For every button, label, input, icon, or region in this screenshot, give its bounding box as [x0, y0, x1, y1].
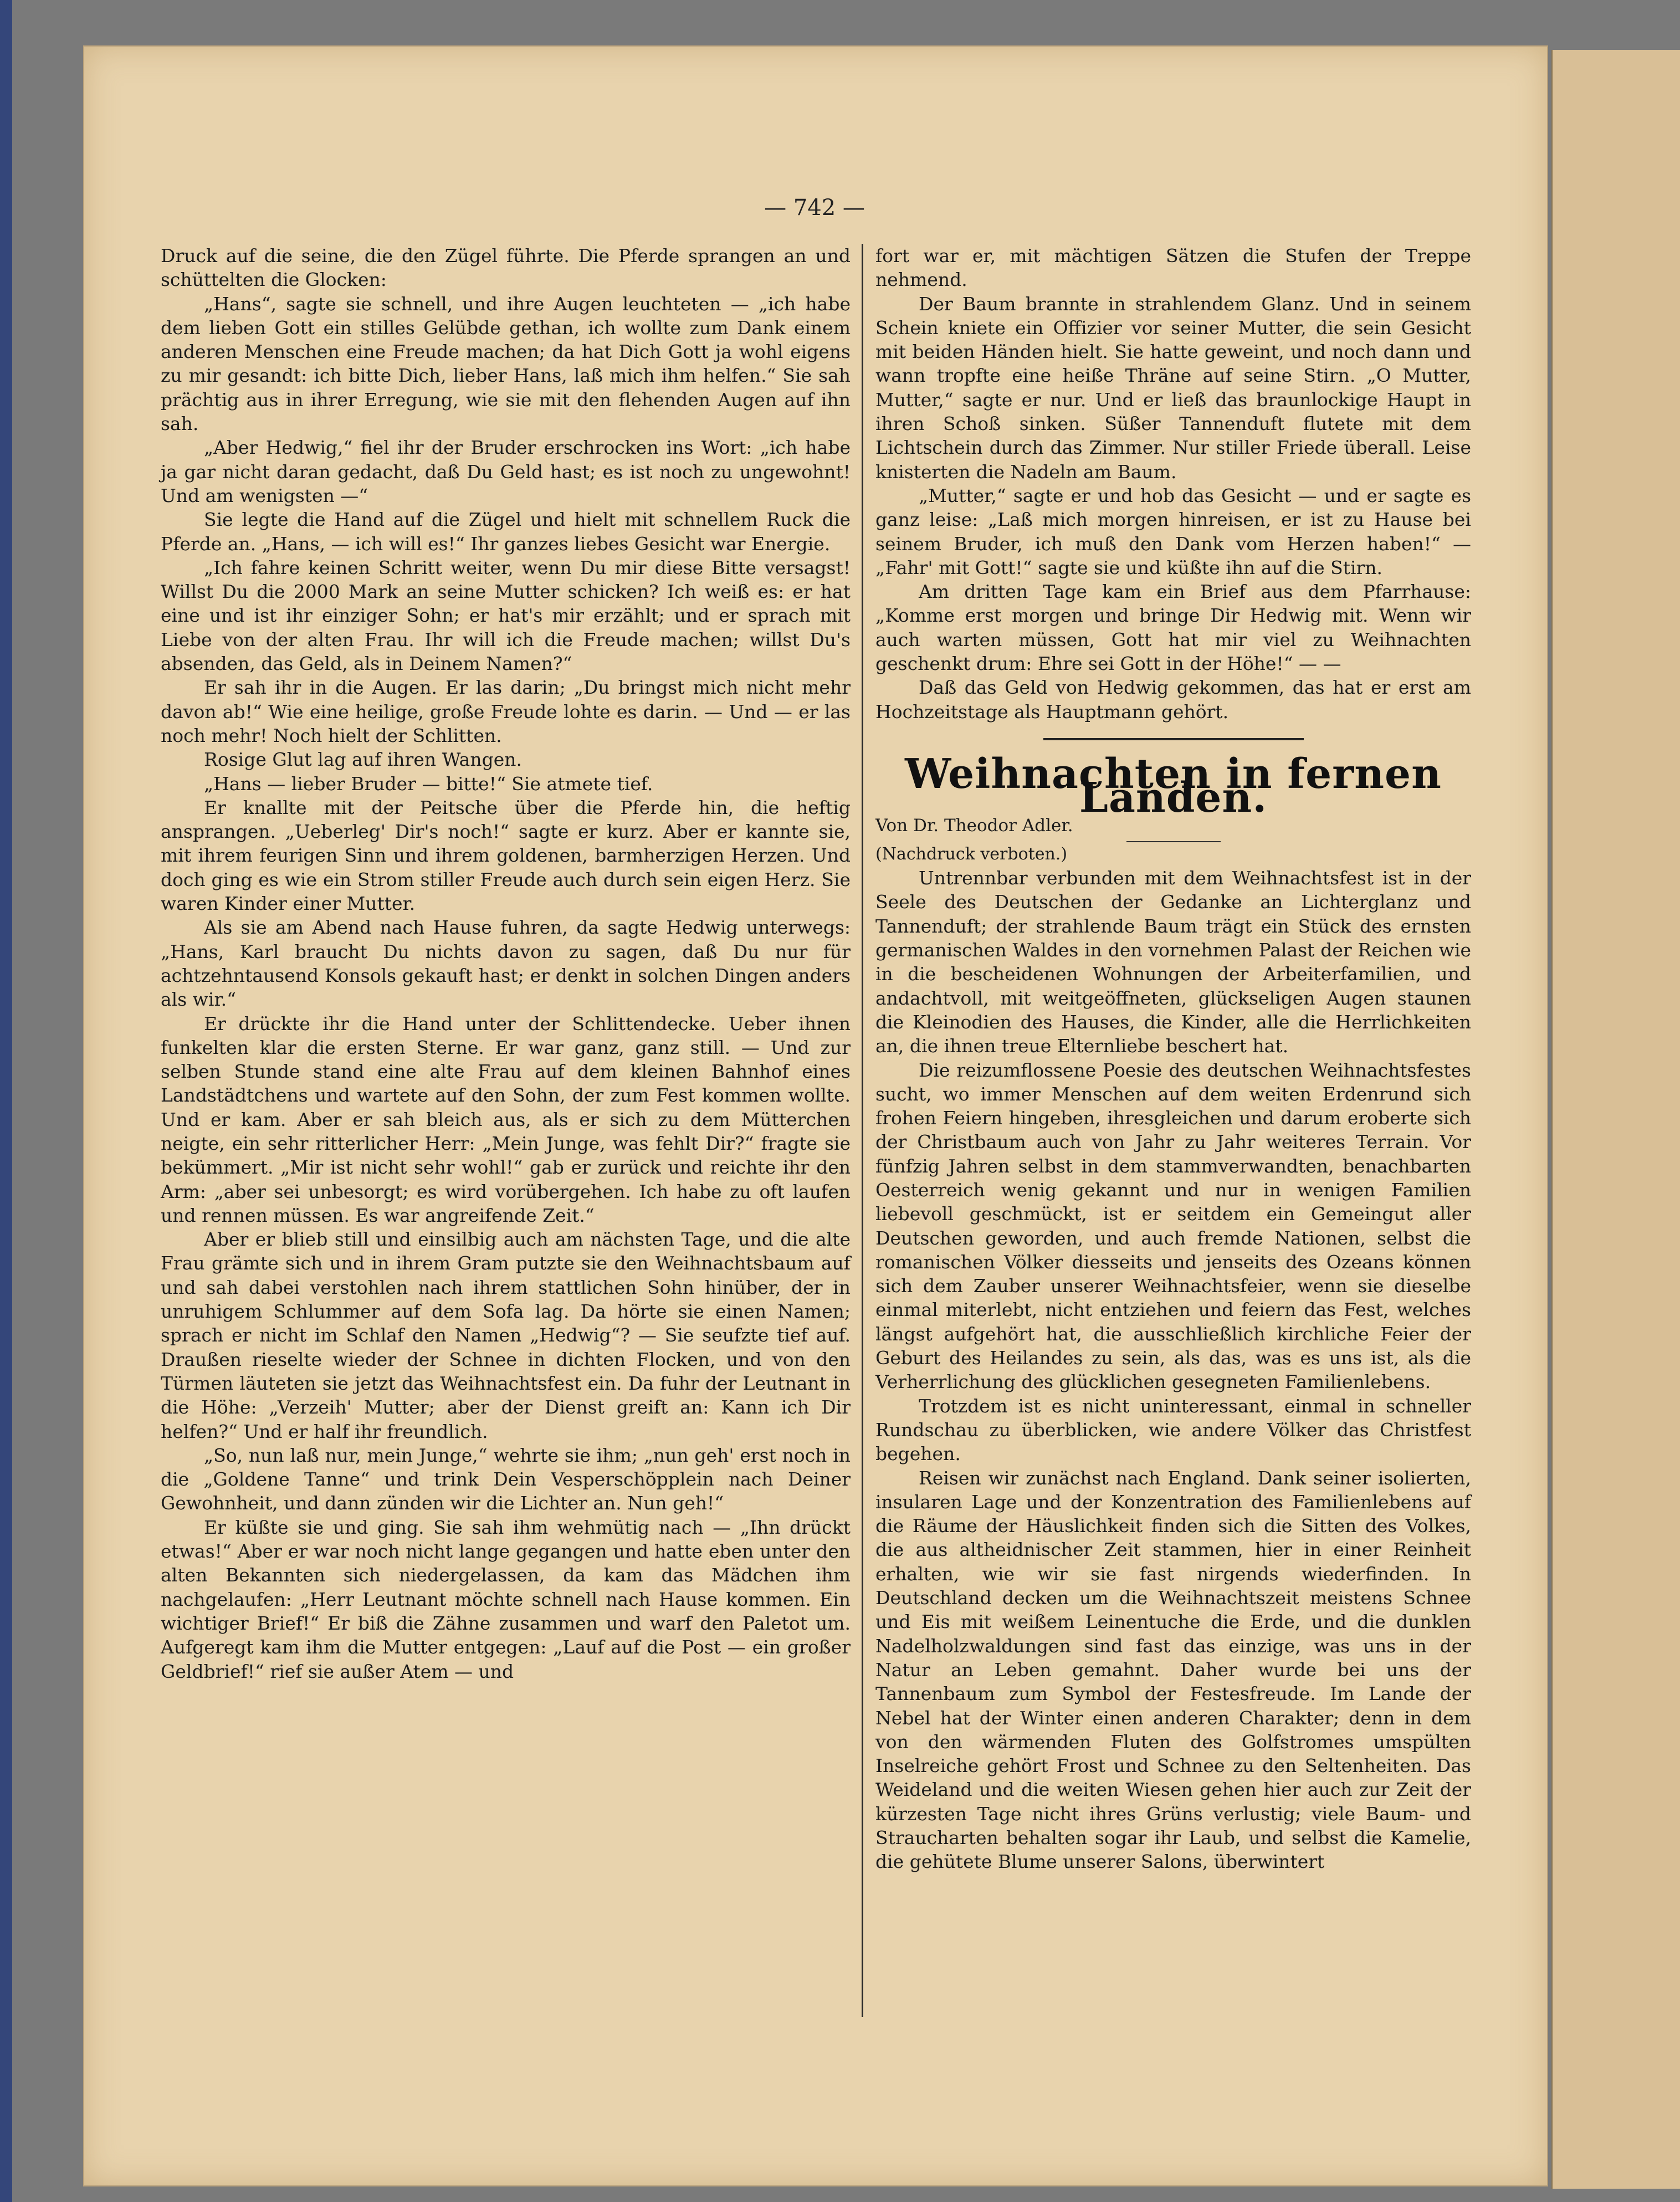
- paragraph: Trotzdem ist es nicht uninteressant, einmal in schneller Rundschau zu überblicken, wie andere Völker das Christfest begehen.: [875, 1395, 1471, 1465]
- paragraph: Er drückte ihr die Hand unter der Schlittendecke. Ueber ihnen funkelten klar die ersten Sterne. Er war ganz, ganz still. — Und zur selben Stunde stand eine alte Frau auf dem kleinen Bahnhof eines Landstädtchens und wartete auf den Sohn, der zum Fest kommen wollte. Und er kam. Aber er sah bleich aus, als er sich zu dem Mütterchen neigte, ein sehr ritterlicher Herr: „Mein Junge, was fehlt Dir?“ fragte sie bekümmert. „Mir ist nicht sehr wohl!“ gab er zurück und reichte ihr den Arm: „aber sei unbesorgt; es wird vorübergehen. Ich habe zu oft laufen und rennen müssen. Es war angreifende Zeit.“: [161, 1012, 851, 1226]
- paragraph: Der Baum brannte in strahlendem Glanz. Und in seinem Schein kniete ein Offizier vor seiner Mutter, die sein Gesicht mit beiden Händen hielt. Sie hatte geweint, und noch dann und wann tropfte eine heiße Thräne auf seine Stirn. „O Mutter, Mutter,“ sagte er nur. Und er ließ das braunlockige Haupt in ihren Schoß sinken. Süßer Tannenduft flutete mit dem Lichtschein durch das Zimmer. Nur stiller Friede überall. Leise knisterten die Nadeln am Baum.: [875, 293, 1471, 483]
- paragraph: „Ich fahre keinen Schritt weiter, wenn Du mir diese Bitte versagst! Willst Du die 2000 Mark an seine Mutter schicken? Ich weiß es: er hat eine und ist ihr einziger Sohn; er hat's mir erzählt; und er sprach mit Liebe von der alten Frau. Ihr will ich die Freude machen; willst Du's absenden, das Geld, als in Deinem Namen?“: [161, 556, 851, 675]
- paragraph: Er knallte mit der Peitsche über die Pferde hin, die heftig ansprangen. „Ueberleg' Dir's noch!“ sagte er kurz. Aber er kannte sie, mit ihrem feurigen Sinn und ihrem goldenen, barmherzigen Herzen. Und doch ging es wie ein Strom stiller Freude auch durch sein eigen Herz. Sie waren Kinder einer Mutter.: [161, 796, 851, 915]
- paragraph: Reisen wir zunächst nach England. Dank seiner isolierten, insularen Lage und der Konzentration des Familienlebens auf die Räume der Häuslichkeit finden sich die Sitten des Volkes, die aus altheidnischer Zeit stammen, hier in einer Reinheit erhalten, wie wir sie fast nirgends wiederfinden. In Deutschland decken um die Weihnachtszeit meistens Schnee und Eis mit weißem Leinentuche die Erde, und die dunklen Nadelholzwaldungen sind fast das einzige, was uns in der Natur an Leben gemahnt. Daher wurde bei uns der Tannenbaum zum Symbol der Festesfreude. Im Lande der Nebel hat der Winter einen anderen Charakter; denn in dem von den wärmenden Fluten des Golfstromes umspülten Inselreiche gehört Frost und Schnee zu den Seltenheiten. Das Weideland und die weiten Wiesen gehen hier auch zur Zeit der kürzesten Tage nicht ihres Grüns verlustig; viele Baum- und Straucharten behalten sogar ihr Laub, und selbst die Kamelie, die gehütete Blume unserer Salons, überwintert: [875, 1467, 1471, 1873]
- article-headline: Weihnachten in fernen Landen.: [905, 750, 1442, 822]
- right-column: [875, 244, 1471, 1874]
- section-separator: [1043, 738, 1304, 740]
- paragraph: „Hans — lieber Bruder — bitte!“ Sie atmete tief.: [204, 772, 653, 795]
- paragraph: Aber er blieb still und einsilbig auch am nächsten Tage, und die alte Frau grämte sich und in ihrem Gram putzte sie den Weihnachtsbaum auf und sah dabei verstohlen nach ihrem stattlichen Sohn hinüber, der in unruhigem Schlummer auf dem Sofa lag. Da hörte sie einen Namen; sprach er nicht im Schlaf den Namen „Hedwig“? — Sie seufzte tief auf. Draußen rieselte wieder der Schnee in dichten Flocken, und von den Türmen läuteten sie jetzt das Weihnachtsfest ein. Da fuhr der Leutnant in die Höhe: „Verzeih' Mutter; aber der Dienst greift an: Kann ich Dir helfen?“ Und er half ihr freundlich.: [161, 1228, 851, 1442]
- paragraph: Sie legte die Hand auf die Zügel und hielt mit schnellem Ruck die Pferde an. „Hans, — ich will es!“ Ihr ganzes liebes Gesicht war Energie.: [161, 509, 851, 555]
- paragraph: „Aber Hedwig,“ fiel ihr der Bruder erschrocken ins Wort: „ich habe ja gar nicht daran gedacht, daß Du Geld hast; es ist noch zu ungewohnt! Und am wenigsten —“: [161, 437, 851, 506]
- reprint-notice: (Nachdruck verboten.): [875, 844, 1068, 864]
- article-byline: Von Dr. Theodor Adler.: [875, 815, 1073, 836]
- column-divider: [862, 244, 863, 2017]
- paragraph: Druck auf die seine, die den Zügel führte. Die Pferde sprangen an und schüttelten die Glocken:: [161, 245, 851, 291]
- paragraph: Daß das Geld von Hedwig gekommen, das hat er erst am Hochzeitstage als Hauptmann gehört.: [875, 677, 1471, 723]
- paragraph: Er sah ihr in die Augen. Er las darin; „Du bringst mich nicht mehr davon ab!“ Wie eine heilige, große Freude lohte es darin. — Und — er las noch mehr! Noch hielt der Schlitten.: [161, 677, 851, 746]
- paragraph: Untrennbar verbunden mit dem Weihnachtsfest ist in der Seele des Deutschen der Gedanke an Lichterglanz und Tannenduft; der strahlende Baum trägt ein Stück des ernsten germanischen Waldes in den vornehmen Palast der Reichen wie in die bescheidenen Wohnungen der Arbeiterfamilien, und andachtvoll, mit weitgeöffneten, glückseligen Augen staunen die Kleinodien des Hauses, die Kinder, alle die Herrlichkeiten an, die ihnen treue Elternliebe beschert hat.: [875, 867, 1471, 1057]
- scanner-edge: [0, 0, 12, 2202]
- left-column: [161, 244, 851, 1683]
- paragraph: Als sie am Abend nach Hause fuhren, da sagte Hedwig unterwegs: „Hans, Karl braucht Du nichts davon zu sagen, daß Du nur für achtzehntausend Konsols gekauft hast; er denkt in solchen Dingen anders als wir.“: [161, 916, 851, 1011]
- paragraph: Die reizumflossene Poesie des deutschen Weihnachtsfestes sucht, wo immer Menschen auf dem weiten Erdenrund sich frohen Feiern hingeben, ihresgleichen und darum eroberte sich der Christbaum auch von Jahr zu Jahr weiteres Terrain. Vor fünfzig Jahren selbst in dem stammverwandten, benachbarten Oesterreich wenig gekannt und nur in wenigen Familien liebevoll geschmückt, ist er seitdem ein Gemeingut aller Deutschen geworden, und auch fremde Nationen, selbst die romanischen Völker diesseits und jenseits des Ozeans können sich dem Zauber unserer Weihnachtsfeier, wenn sie dieselbe einmal miterlebt, nicht entziehen und feiern das Fest, welches längst aufgehört hat, die ausschließlich kirchliche Feier der Geburt des Heilandes zu sein, als das, was es uns ist, als die Verherrlichung des glücklichen gesegneten Familienlebens.: [875, 1059, 1471, 1393]
- paragraph: „So, nun laß nur, mein Junge,“ wehrte sie ihm; „nun geh' erst noch in die „Goldene Tanne“ und trink Dein Vesperschöpplein nach Deiner Gewohnheit, und dann zünden wir die Lichter an. Nun geh!“: [161, 1444, 851, 1514]
- adjacent-page-edge: [1551, 50, 1680, 2189]
- paragraph: „Hans“, sagte sie schnell, und ihre Augen leuchteten — „ich habe dem lieben Gott ein stilles Gelübde gethan, ich wollte zum Dank einem anderen Menschen eine Freude machen; da hat Dich Gott ja wohl eigens zu mir gesandt: ich bitte Dich, lieber Hans, laß mich ihm helfen.“ Sie sah prächtig aus in ihrer Erregung, wie sie mit den flehenden Augen auf ihn sah.: [161, 293, 851, 435]
- paragraph: Am dritten Tage kam ein Brief aus dem Pfarrhause: „Komme erst morgen und bringe Dir Hedwig mit. Wenn wir auch warten müssen, Gott hat mir viel zu Weihnachten geschenkt drum: Ehre sei Gott in der Höhe!“ — —: [875, 581, 1471, 675]
- paragraph: Er küßte sie und ging. Sie sah ihm wehmütig nach — „Ihn drückt etwas!“ Aber er war noch nicht lange gegangen und hatte eben unter den alten Bekannten sich niedergelassen, da kam das Mädchen ihm nachgelaufen: „Herr Leutnant möchte schnell nach Hause kommen. Ein wichtiger Brief!“ Er biß die Zähne zusammen und warf den Paletot um. Aufgeregt kam ihm die Mutter entgegen: „Lauf auf die Post — ein großer Geldbrief!“ rief sie außer Atem — und: [161, 1516, 851, 1682]
- page-number: — 742 —: [764, 195, 865, 221]
- paragraph: fort war er, mit mächtigen Sätzen die Stufen der Treppe nehmend.: [875, 245, 1471, 291]
- paragraph: Rosige Glut lag auf ihren Wangen.: [204, 749, 522, 771]
- paragraph: „Mutter,“ sagte er und hob das Gesicht — und er sagte es ganz leise: „Laß mich morgen hinreisen, er ist zu Hause bei seinem Bruder, ich muß den Dank vom Herzen haben!“ — „Fahr' mit Gott!“ sagte sie und küßte ihn auf die Stirn.: [875, 484, 1471, 578]
